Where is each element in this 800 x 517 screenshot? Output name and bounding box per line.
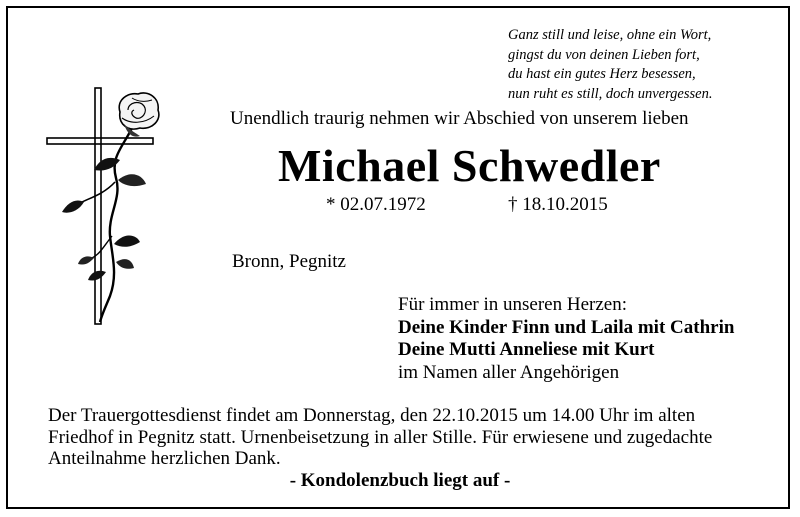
mourners-mother: Deine Mutti Anneliese mit Kurt — [398, 339, 655, 360]
poem-line: gingst du von deinen Lieben fort, — [508, 46, 700, 63]
intro-text: Unendlich traurig nehmen wir Abschied von unserem lieben — [230, 108, 689, 129]
condolence-book-note: - Kondolenzbuch liegt auf - — [289, 470, 511, 491]
service-info — [48, 405, 788, 470]
poem-line: du hast ein gutes Herz besessen, — [508, 66, 696, 82]
service-line: Der Trauergottesdienst findet am Donnerstag, den 22.10.2015 um 14.00 Uhr im alten — [48, 405, 696, 426]
mourners-intro: Für immer in unseren Herzen: — [398, 294, 627, 315]
poem-line: Ganz still und leise, ohne ein Wort, — [508, 27, 712, 43]
deceased-name: Michael Schwedler — [278, 140, 661, 191]
mourners-relatives: im Namen aller Angehörigen — [398, 361, 620, 383]
service-line: Friedhof in Pegnitz statt. Urnenbeisetzung in aller Stille. Für erwiesene und zugedachte — [48, 426, 713, 448]
poem-line: nun ruht es still, doch unvergessen. — [508, 85, 713, 102]
residence-place: Bronn, Pegnitz — [232, 251, 346, 272]
mourners — [398, 294, 734, 384]
cross-with-rose-icon — [44, 86, 164, 326]
mourners-children: Deine Kinder Finn und Laila mit Cathrin — [398, 316, 735, 338]
death-date: † 18.10.2015 — [508, 194, 608, 215]
birth-date: * 02.07.1972 — [326, 194, 426, 215]
service-line: Anteilnahme herzlichen Dank. — [48, 448, 281, 469]
poem — [508, 26, 788, 104]
